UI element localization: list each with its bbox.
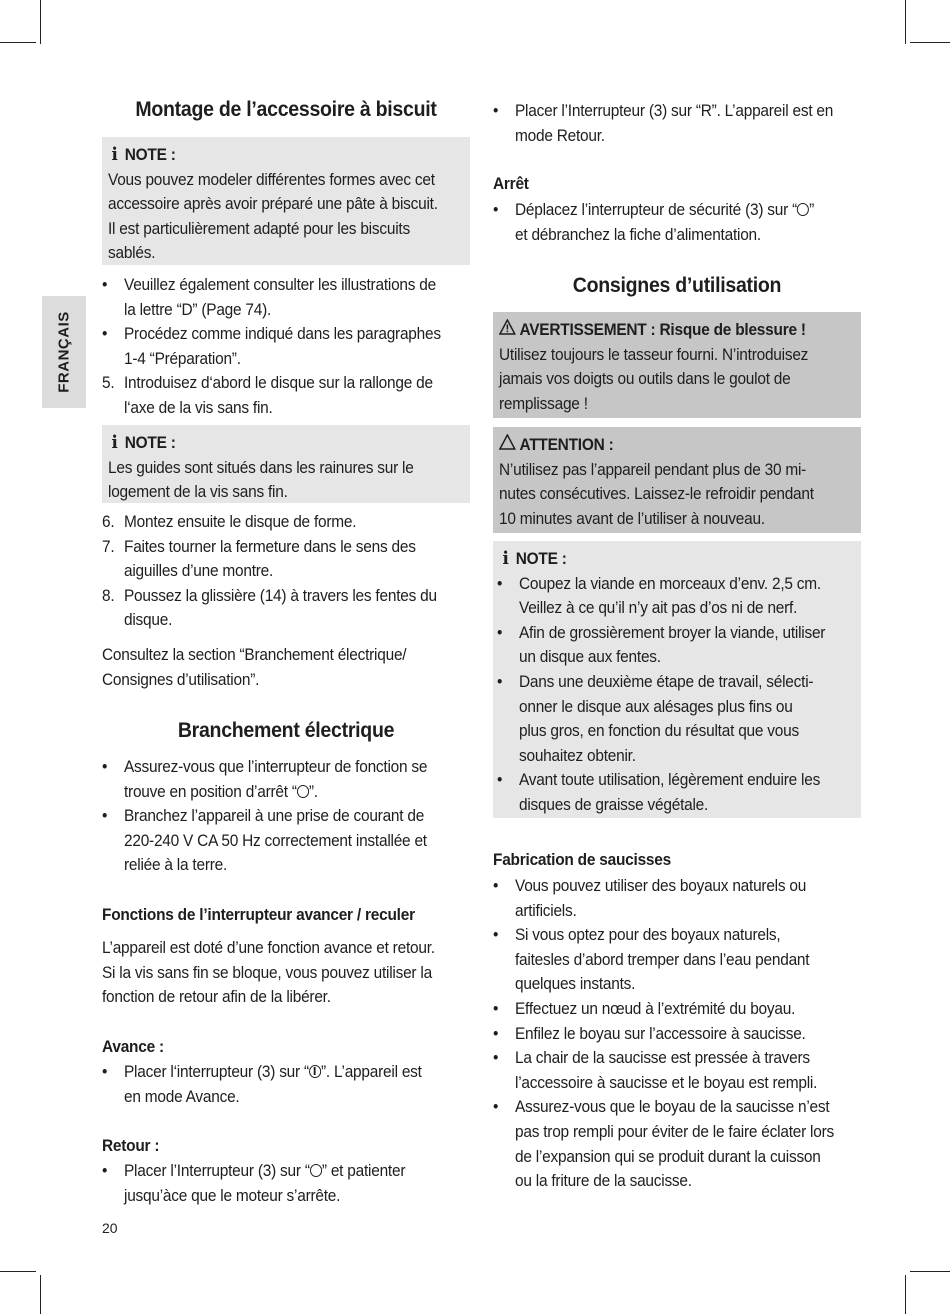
list-item (102, 584, 470, 633)
list-item-text: Montez ensuite le disque de forme. (124, 512, 357, 531)
attention-title: ATTENTION : (519, 435, 614, 454)
note-text: accessoire après avoir préparé une pâte à biscuit. (108, 194, 438, 214)
warning-title: AVERTISSEMENT : Risque de blessure ! (519, 320, 806, 339)
crop-mark (40, 0, 41, 44)
bullet: • (102, 806, 108, 826)
list-item-text: ” et patienter (321, 1161, 406, 1180)
list-item-text: Placer l’Interrupteur (3) sur “ (124, 1161, 310, 1180)
list-item-text: jusqu’àce que le moteur s’arrête. (124, 1185, 341, 1205)
list-item-text: la lettre “D” (Page 74). (124, 299, 272, 319)
heading-saucisses: Fabrication de saucisses (493, 850, 671, 869)
crop-mark (905, 1275, 906, 1314)
note-text: sablés. (108, 243, 156, 263)
crop-mark (910, 1271, 950, 1272)
biscuit-steps-2 (102, 510, 470, 633)
list-item-text: 1-4 “Préparation”. (124, 348, 241, 368)
list-item-text: Enfilez le boyau sur l’accessoire à saucisse. (515, 1023, 806, 1043)
list-item-text: artificiels. (515, 900, 577, 920)
list-item (493, 1022, 861, 1047)
consult-paragraph (102, 643, 470, 692)
heading-consignes: Consignes d’utilisation (572, 274, 782, 297)
heading-arret: Arrêt (493, 174, 529, 193)
language-tab-label: FRANÇAIS (55, 311, 73, 393)
list-item-text: Procédez comme indiqué dans les paragraphes (124, 324, 441, 344)
on-symbol-icon (309, 1065, 321, 1078)
bullet: • (497, 573, 503, 593)
paragraph-text: fonction de retour afin de la libérer. (102, 987, 331, 1007)
list-item-text: souhaitez obtenir. (519, 745, 636, 765)
retour-r-list (493, 99, 861, 148)
bullet: • (102, 757, 108, 776)
list-item-text: l‘axe de la vis sans fin. (124, 397, 273, 417)
list-item (102, 273, 470, 322)
list-item-text: trouve en position d’arrêt “ (124, 781, 297, 801)
bullet: • (497, 671, 503, 691)
list-item-text: ”. L’appareil est (321, 1062, 422, 1081)
bullet: • (493, 1048, 499, 1068)
page-number: 20 (102, 1220, 118, 1236)
bullet: • (102, 324, 108, 344)
step-number: 6. (102, 512, 115, 531)
list-item-text: Effectuez un nœud à l’extrémité du boyau. (515, 998, 796, 1018)
bullet: • (493, 925, 499, 945)
retour-list (102, 1159, 470, 1208)
step-number: 5. (102, 373, 115, 393)
list-item (102, 371, 470, 420)
warning-triangle-icon (499, 318, 516, 343)
list-item-text: Placer l’Interrupteur (3) sur “R”. L’appareil est en (515, 101, 834, 120)
list-item-text: ou la friture de la saucisse. (515, 1171, 692, 1191)
list-item-text: Veillez à ce qu’il n’y ait pas d’os ni de nerf. (519, 598, 798, 618)
heading-avance: Avance : (102, 1037, 164, 1056)
note-title: NOTE : (124, 433, 176, 452)
heading-fonctions: Fonctions de l’interrupteur avancer / reculer (102, 905, 415, 924)
list-item-text: un disque aux fentes. (519, 647, 661, 667)
bullet: • (493, 876, 499, 895)
list-item (497, 670, 857, 768)
note-text: Il est particulièrement adapté pour les biscuits (108, 218, 410, 238)
paragraph-text: Consultez la section “Branchement électrique/ (102, 645, 407, 664)
bullet: • (497, 770, 503, 790)
list-item-text: de l’expansion qui se produit durant la cuisson (515, 1146, 821, 1166)
list-item (493, 1046, 861, 1095)
list-item-text: ” (809, 200, 815, 219)
list-item (102, 510, 470, 535)
attention-box (493, 427, 861, 533)
fonctions-paragraph (102, 936, 470, 1010)
list-item-text: ”. (308, 781, 318, 801)
list-item-text: Branchez l’appareil à une prise de courant de (124, 806, 425, 826)
heading-retour: Retour : (102, 1136, 160, 1155)
warning-text: remplissage ! (499, 393, 588, 413)
list-item-text: Assurez-vous que le boyau de la saucisse n’est (515, 1097, 830, 1117)
list-item (102, 804, 470, 878)
heading-biscuit: Montage de l’accessoire à biscuit (135, 98, 437, 121)
list-item (497, 621, 857, 670)
bullet: • (493, 101, 499, 120)
list-item (102, 322, 470, 371)
list-item (497, 768, 857, 817)
note-title: NOTE : (124, 145, 176, 164)
list-item-text: Veuillez également consulter les illustrations de (124, 275, 437, 294)
paragraph-text: Si la vis sans fin se bloque, vous pouvez utiliser la (102, 962, 432, 982)
list-item (493, 997, 861, 1022)
bullet: • (493, 998, 499, 1018)
step-number: 7. (102, 536, 115, 556)
list-item (497, 572, 857, 621)
warning-text: jamais vos doigts ou outils dans le goulot de (499, 369, 791, 389)
list-item (493, 1095, 861, 1193)
attention-text: N’utilisez pas l’appareil pendant plus de 30 mi- (499, 459, 807, 479)
list-item (102, 535, 470, 584)
list-item-text: disques de graisse végétale. (519, 794, 709, 814)
list-item (102, 1159, 470, 1208)
list-item-text: reliée à la terre. (124, 855, 228, 875)
attention-triangle-icon (499, 433, 516, 458)
list-item-text: en mode Avance. (124, 1086, 240, 1106)
avance-list (102, 1060, 470, 1109)
info-icon: i (502, 548, 509, 569)
attention-text: nutes consécutives. Laissez-le refroidir pendant (499, 484, 814, 504)
note-text: Vous pouvez modeler différentes formes avec cet (108, 169, 435, 189)
list-item-text: Afin de grossièrement broyer la viande, utiliser (519, 622, 826, 642)
list-item-text: pas trop rempli pour éviter de le faire éclater lors (515, 1121, 835, 1141)
note-box-guides (102, 425, 470, 503)
list-item-text: Déplacez l’interrupteur de sécurité (3) sur “ (515, 200, 798, 219)
list-item-text: 220-240 V CA 50 Hz correctement installée et (124, 830, 427, 850)
bullet: • (493, 1097, 499, 1117)
crop-mark (905, 0, 906, 44)
list-item (493, 198, 861, 247)
list-item-text: faitesles d’abord tremper dans l’eau pendant (515, 949, 810, 969)
heading-branchement: Branchement électrique (177, 719, 395, 742)
list-item-text: et débranchez la fiche d’alimentation. (515, 224, 761, 244)
paragraph-text: Consignes d’utilisation”. (102, 669, 260, 689)
list-item-text: disque. (124, 610, 173, 630)
list-item-text: Introduisez d‘abord le disque sur la rallonge de (124, 373, 433, 393)
info-icon: i (111, 144, 118, 165)
note-box-biscuit (102, 137, 470, 265)
note-text: logement de la vis sans fin. (108, 482, 288, 502)
list-item-text: Si vous optez pour des boyaux naturels, (515, 925, 781, 945)
list-item (493, 923, 861, 997)
list-item-text: mode Retour. (515, 125, 605, 145)
note-box-usage (493, 541, 861, 818)
list-item-text: quelques instants. (515, 974, 636, 994)
list-item-text: La chair de la saucisse est pressée à travers (515, 1048, 810, 1068)
bullet: • (493, 200, 499, 219)
off-symbol-icon (797, 203, 809, 216)
list-item-text: Placer l‘interrupteur (3) sur “ (124, 1062, 309, 1081)
branchement-list (102, 755, 470, 878)
list-item (493, 99, 861, 148)
list-item-text: onner le disque aux alésages plus fins ou (519, 696, 793, 716)
bullet: • (102, 1062, 108, 1081)
list-item-text: Poussez la glissière (14) à travers les fentes du (124, 585, 437, 605)
crop-mark (0, 1271, 36, 1272)
step-number: 8. (102, 585, 115, 605)
attention-text: 10 minutes avant de l’utiliser à nouveau. (499, 508, 765, 528)
list-item-text: Assurez-vous que l’interrupteur de fonction se (124, 757, 428, 776)
list-item-text: plus gros, en fonction du résultat que vous (519, 721, 799, 741)
list-item-text: Faites tourner la fermeture dans le sens des (124, 536, 416, 556)
note-title: NOTE : (515, 549, 567, 568)
language-tab (42, 296, 86, 408)
list-item-text: Coupez la viande en morceaux d’env. 2,5 cm. (519, 573, 821, 593)
list-item-text: Dans une deuxième étape de travail, sélecti- (519, 671, 814, 691)
note-text: Les guides sont situés dans les rainures sur le (108, 457, 414, 477)
paragraph-text: L’appareil est doté d’une fonction avance et retour. (102, 938, 435, 957)
list-item-text: aiguilles d’une montre. (124, 561, 274, 581)
saucisses-list (493, 874, 861, 1194)
biscuit-steps (102, 273, 470, 421)
bullet: • (102, 1161, 108, 1180)
list-item (102, 755, 470, 804)
bullet: • (497, 622, 503, 642)
list-item (493, 874, 861, 923)
off-symbol-icon (310, 1164, 322, 1177)
crop-mark (0, 42, 36, 43)
info-icon: i (111, 432, 118, 453)
crop-mark (910, 42, 950, 43)
list-item-text: l’accessoire à saucisse et le boyau est rempli. (515, 1072, 818, 1092)
arret-list (493, 198, 861, 247)
bullet: • (493, 1023, 499, 1043)
off-symbol-icon (297, 785, 309, 798)
warning-box (493, 312, 861, 418)
list-item-text: Vous pouvez utiliser des boyaux naturels ou (515, 876, 807, 895)
list-item-text: Avant toute utilisation, légèrement enduire les (519, 770, 821, 790)
crop-mark (40, 1275, 41, 1314)
warning-text: Utilisez toujours le tasseur fourni. N’introduisez (499, 344, 809, 364)
bullet: • (102, 275, 108, 294)
list-item (102, 1060, 470, 1109)
